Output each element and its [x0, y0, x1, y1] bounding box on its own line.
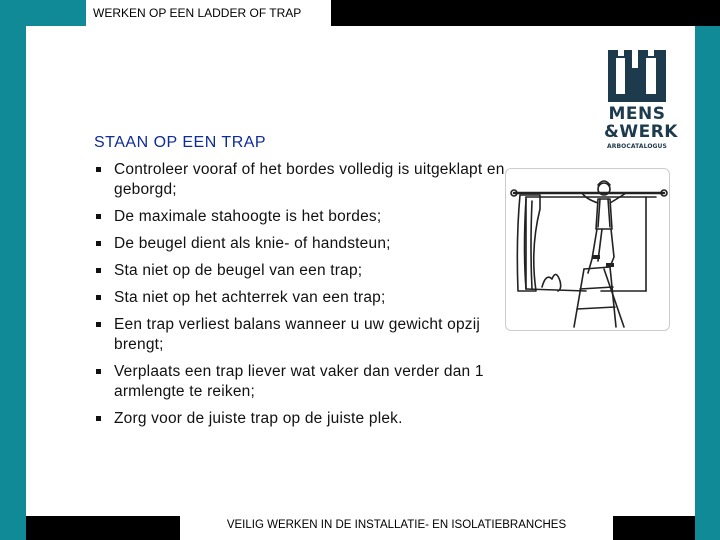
- footer-left-band: [26, 516, 180, 540]
- square-bullet-icon: [96, 295, 101, 300]
- list-item: [94, 207, 514, 227]
- square-bullet-icon: [96, 268, 101, 273]
- bullet-text: Een trap verliest balans wanneer u uw gewicht opzij brengt;: [114, 316, 481, 353]
- square-bullet-icon: [96, 214, 101, 219]
- list-item: [94, 160, 514, 200]
- bullet-text: Zorg voor de juiste trap op de juiste plek.: [114, 410, 403, 427]
- logo-mark-icon: [604, 46, 670, 104]
- logo-text-arbocatalogus: ARBOCATALOGUS: [607, 143, 667, 150]
- square-bullet-icon: [96, 241, 101, 246]
- footer-text: VEILIG WERKEN IN DE INSTALLATIE- EN ISOLATIEBRANCHES: [180, 514, 613, 540]
- bullet-text: Controleer vooraf of het bordes volledig is uitgeklapt en geborgd;: [114, 161, 505, 198]
- square-bullet-icon: [96, 369, 101, 374]
- bullet-text: De maximale stahoogte is het bordes;: [114, 208, 382, 225]
- bullet-text: Sta niet op het achterrek van een trap;: [114, 289, 386, 306]
- list-item: [94, 288, 514, 308]
- bullet-text: Sta niet op de beugel van een trap;: [114, 262, 363, 279]
- logo-text-mens: MENS: [608, 104, 666, 124]
- bullet-text: Verplaats een trap liever wat vaker dan verder dan 1 armlengte te reiken;: [114, 363, 484, 400]
- list-item: [94, 362, 514, 402]
- square-bullet-icon: [96, 167, 101, 172]
- square-bullet-icon: [96, 416, 101, 421]
- left-accent-band: [0, 0, 26, 540]
- bullet-text: De beugel dient als knie- of handsteun;: [114, 235, 391, 252]
- right-accent-band: [695, 26, 720, 540]
- ladder-drawing-icon: [506, 169, 669, 330]
- slide-title: STAAN OP EEN TRAP: [94, 134, 267, 151]
- person-on-stepladder-illustration: [505, 168, 670, 331]
- top-left-accent-band: [0, 0, 86, 26]
- list-item: [94, 261, 514, 281]
- bullet-list: [94, 160, 514, 436]
- mens-en-werk-logo-icon: [604, 46, 678, 158]
- list-item: [94, 315, 514, 355]
- list-item: [94, 234, 514, 254]
- logo-text-werk: &WERK: [604, 122, 678, 142]
- list-item: [94, 409, 514, 429]
- header-title: WERKEN OP EEN LADDER OF TRAP: [86, 0, 331, 26]
- square-bullet-icon: [96, 322, 101, 327]
